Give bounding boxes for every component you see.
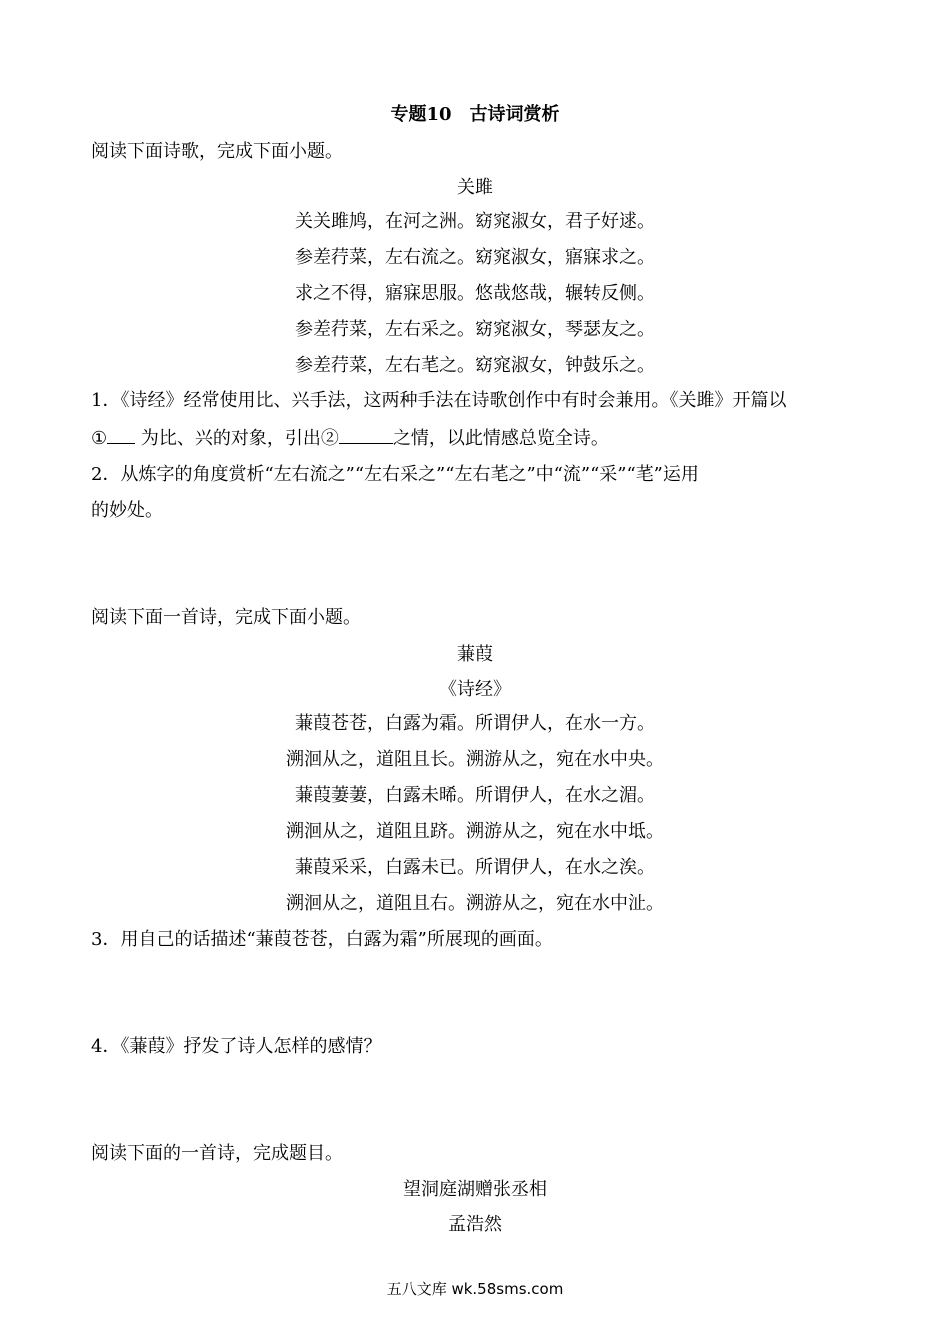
question-3: 3．用自己的话描述“蒹葭苍苍，白露为霜”所展现的画面。 bbox=[91, 929, 553, 950]
poem1-line: 参差荇菜，左右流之。窈窕淑女，寤寐求之。 bbox=[295, 247, 655, 268]
answer-blank-2 bbox=[339, 425, 393, 444]
section3-intro: 阅读下面的一首诗，完成题目。 bbox=[91, 1143, 343, 1164]
question-2-line1: 2．从炼字的角度赏析“左右流之”“左右采之”“左右芼之”中“流”“采”“芼”运用 bbox=[91, 464, 699, 485]
poem1-line: 求之不得，寤寐思服。悠哉悠哉，辗转反侧。 bbox=[295, 283, 655, 304]
section2-intro: 阅读下面一首诗，完成下面小题。 bbox=[91, 607, 361, 628]
question-1-text-end: 之情，以此情感总览全诗。 bbox=[392, 428, 609, 449]
poem1-line: 参差荇菜，左右采之。窈窕淑女，琴瑟友之。 bbox=[295, 319, 655, 340]
question-1-text-mid: 为比、兴的对象，引出② bbox=[135, 428, 339, 449]
footer-watermark: 五八文库 wk.58sms.com bbox=[386, 1280, 564, 1298]
poem2-line: 蒹葭萋萋，白露未晞。所谓伊人，在水之湄。 bbox=[295, 785, 655, 806]
blank-label-1: ① bbox=[91, 428, 108, 449]
question-1-line2 bbox=[91, 421, 851, 457]
question-4: 4．《蒹葭》抒发了诗人怎样的感情？ bbox=[91, 1036, 382, 1057]
page-title: 专题10 古诗词赏析 bbox=[390, 104, 560, 125]
answer-blank-1 bbox=[107, 425, 135, 444]
question-2-line2: 的妙处。 bbox=[91, 500, 163, 521]
poem2-line: 溯洄从之，道阻且长。溯游从之，宛在水中央。 bbox=[286, 749, 664, 770]
poem2-line: 蒹葭采采，白露未已。所谓伊人，在水之涘。 bbox=[295, 857, 655, 878]
poem3-title: 望洞庭湖赠张丞相 bbox=[403, 1179, 547, 1200]
poem2-source: 《诗经》 bbox=[439, 679, 511, 700]
poem2-line: 溯洄从之，道阻且跻。溯游从之，宛在水中坻。 bbox=[286, 821, 664, 842]
poem2-line: 溯洄从之，道阻且右。溯游从之，宛在水中沚。 bbox=[286, 893, 664, 914]
poem1-line: 参差荇菜，左右芼之。窈窕淑女，钟鼓乐之。 bbox=[295, 355, 655, 376]
poem2-title: 蒹葭 bbox=[457, 644, 493, 665]
poem3-author: 孟浩然 bbox=[448, 1214, 502, 1235]
section1-intro: 阅读下面诗歌，完成下面小题。 bbox=[91, 141, 343, 162]
poem1-line: 关关雎鸠，在河之洲。窈窕淑女，君子好逑。 bbox=[295, 211, 655, 232]
poem2-line: 蒹葭苍苍，白露为霜。所谓伊人，在水一方。 bbox=[295, 713, 655, 734]
question-1-line1: 1．《诗经》经常使用比、兴手法，这两种手法在诗歌创作中有时会兼用。《关雎》开篇以 bbox=[91, 390, 787, 411]
poem1-title: 关雎 bbox=[457, 177, 493, 198]
